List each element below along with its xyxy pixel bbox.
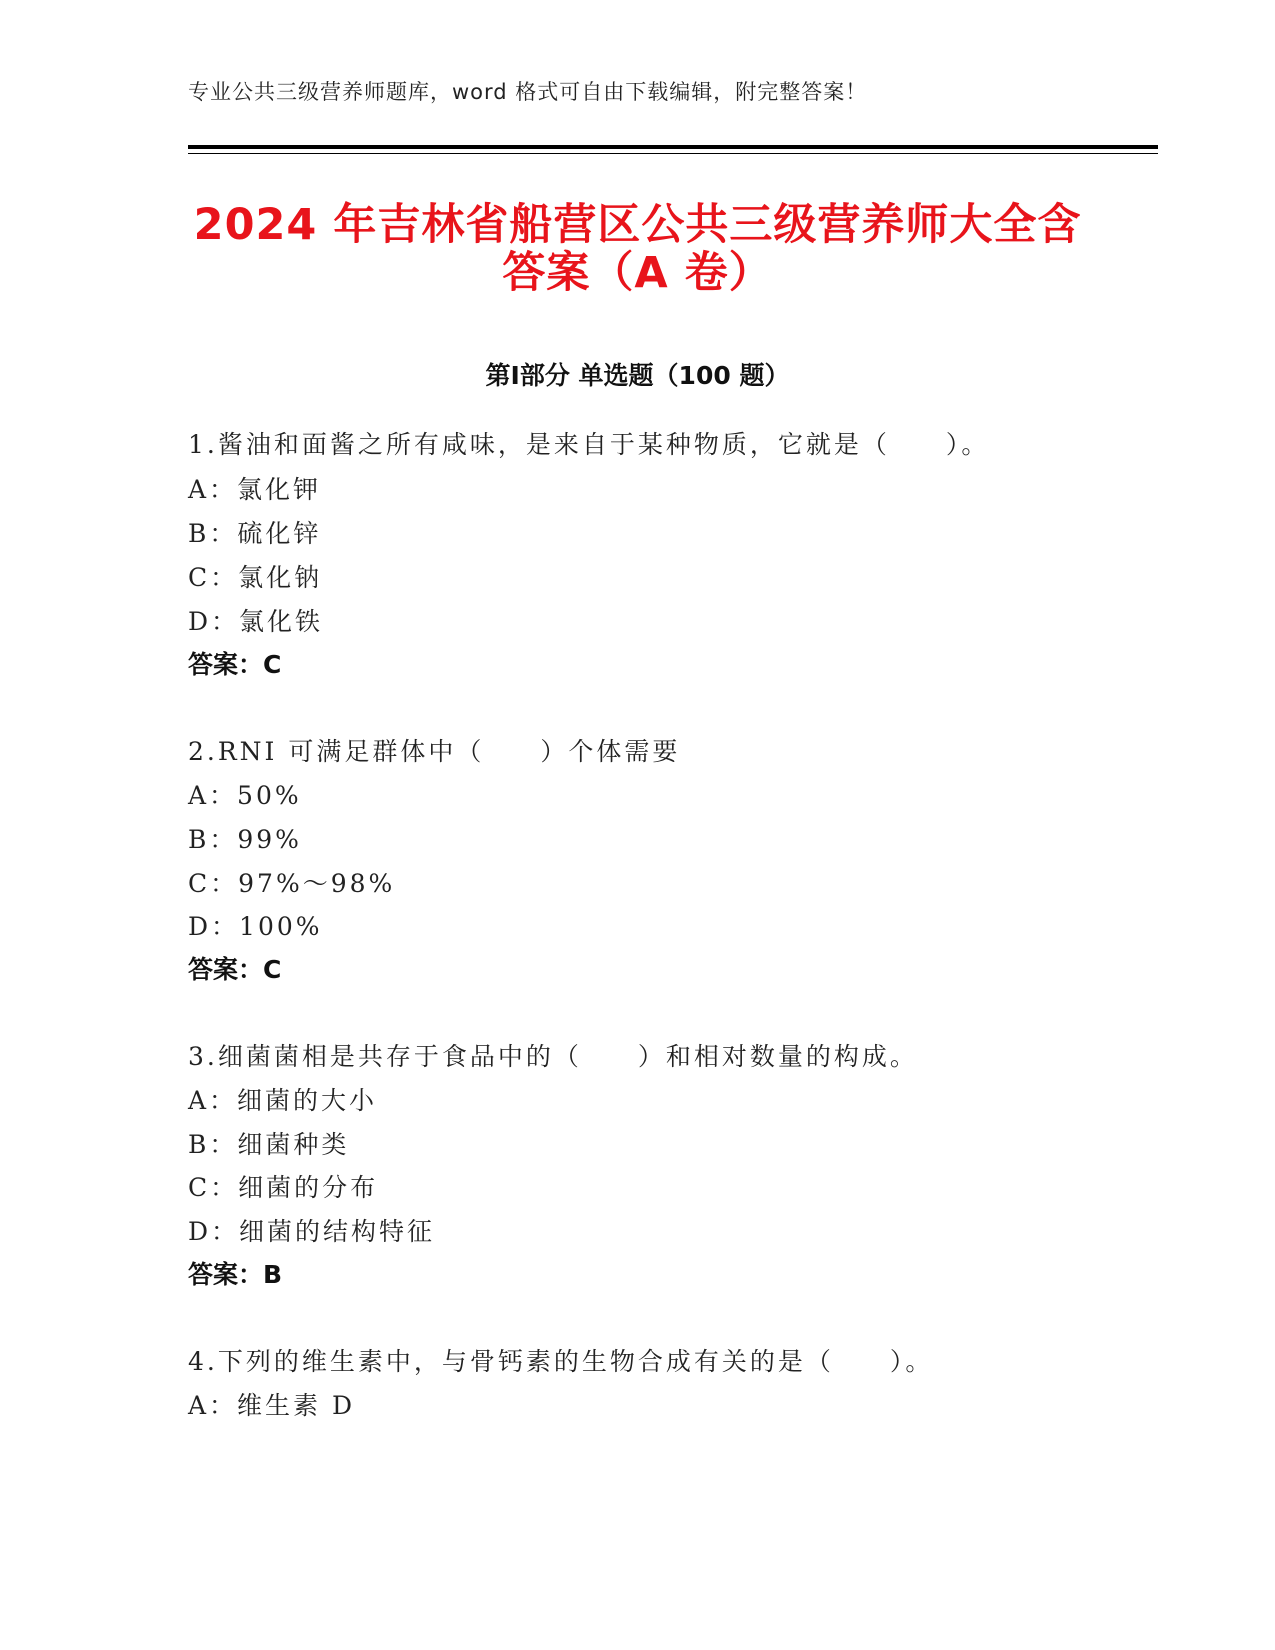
question-4-option-a: A：维生素 D bbox=[188, 1391, 356, 1420]
question-1-stem: 1.酱油和面酱之所有咸味，是来自于某种物质，它就是（ ）。 bbox=[188, 430, 990, 459]
question-2-answer: 答案：C bbox=[188, 955, 282, 984]
question-1-option-d: D：氯化铁 bbox=[188, 607, 324, 636]
question-1-option-b: B：硫化锌 bbox=[188, 519, 322, 548]
question-3-option-c: C：细菌的分布 bbox=[188, 1173, 379, 1202]
document-title-line-1: 2024 年吉林省船营区公共三级营养师大全含 bbox=[193, 200, 1082, 250]
question-3-option-d: D：细菌的结构特征 bbox=[188, 1217, 436, 1246]
header-note: 专业公共三级营养师题库，word 格式可自由下载编辑，附完整答案！ bbox=[188, 80, 868, 104]
question-2-option-c: C：97%～98% bbox=[188, 869, 396, 898]
question-2-option-a: A：50% bbox=[188, 781, 302, 810]
question-2-option-d: D：100% bbox=[188, 912, 323, 941]
question-4-stem: 4.下列的维生素中，与骨钙素的生物合成有关的是（ ）。 bbox=[188, 1347, 934, 1376]
question-2-option-b: B：99% bbox=[188, 825, 302, 854]
question-3-stem: 3.细菌菌相是共存于食品中的（ ）和相对数量的构成。 bbox=[188, 1042, 918, 1071]
document-title-line-2: 答案（A 卷） bbox=[502, 248, 773, 298]
section-title: 第Ⅰ部分 单选题（100 题） bbox=[485, 361, 790, 390]
header-rule-thin bbox=[188, 153, 1158, 154]
question-3-answer: 答案：B bbox=[188, 1260, 283, 1289]
question-1-answer: 答案：C bbox=[188, 650, 282, 679]
question-1-option-a: A：氯化钾 bbox=[188, 475, 322, 504]
question-1-option-c: C：氯化钠 bbox=[188, 563, 323, 592]
question-2-stem: 2.RNI 可满足群体中（ ）个体需要 bbox=[188, 737, 681, 766]
header-rule-thick bbox=[188, 145, 1158, 149]
question-3-option-b: B：细菌种类 bbox=[188, 1130, 350, 1159]
question-3-option-a: A：细菌的大小 bbox=[188, 1086, 378, 1115]
